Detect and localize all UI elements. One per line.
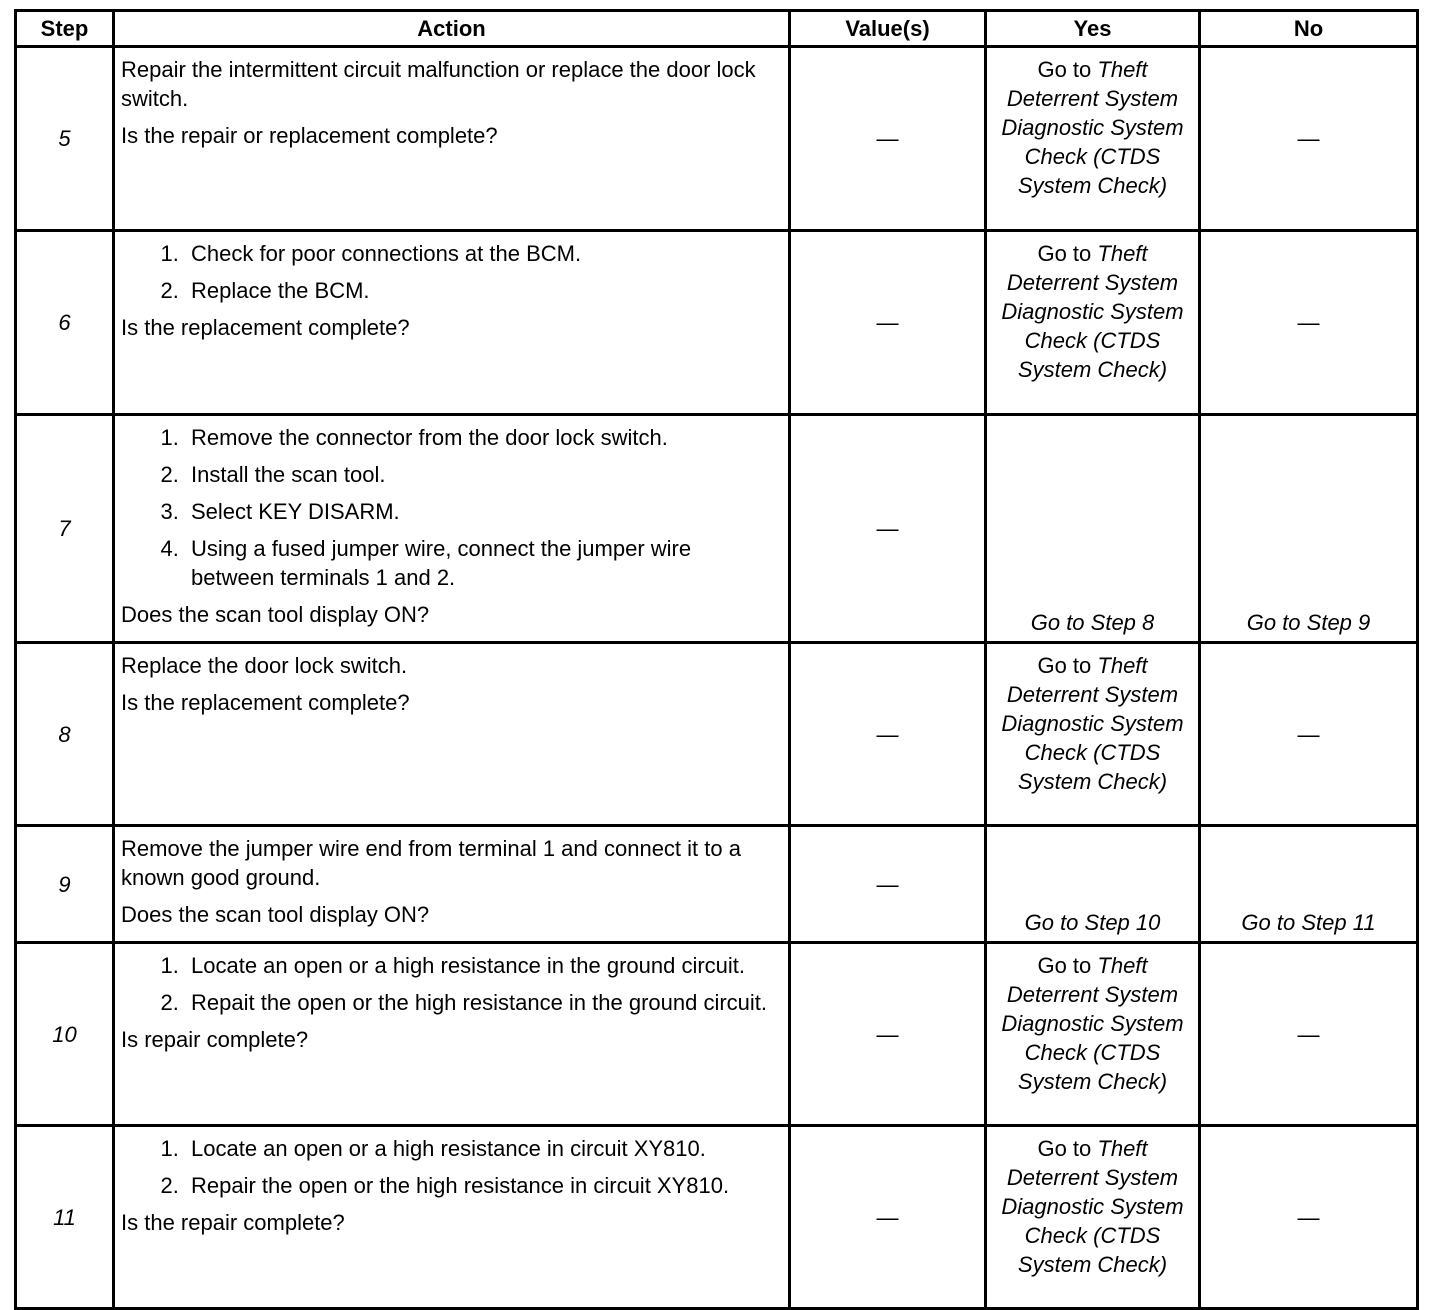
- step-header: Step: [16, 11, 114, 47]
- yes-cell: [986, 643, 1200, 826]
- yes-cell[interactable]: Go to Step 10: [986, 826, 1200, 943]
- yes-cell[interactable]: Go to Step 8: [986, 415, 1200, 643]
- yes-cell: [986, 1126, 1200, 1309]
- action-cell: [114, 826, 790, 943]
- action-cell: [114, 415, 790, 643]
- step-number: 6: [16, 231, 114, 415]
- step-number: 11: [16, 1126, 114, 1309]
- value-cell: —: [790, 415, 986, 643]
- table-row: [16, 943, 1418, 1126]
- value-cell: —: [790, 231, 986, 415]
- value-cell: —: [790, 826, 986, 943]
- step-number: 5: [16, 47, 114, 231]
- value-cell: —: [790, 943, 986, 1126]
- action-text: Repair the intermittent circuit malfunction or replace the door lock switch.: [121, 57, 756, 111]
- action-list: [121, 423, 780, 592]
- action-cell: [114, 943, 790, 1126]
- header-row: [16, 11, 1418, 47]
- yes-prefix: Go to: [1037, 241, 1098, 266]
- action-question: Is repair complete?: [121, 1027, 309, 1052]
- action-list: [121, 951, 780, 1017]
- step-number: 10: [16, 943, 114, 1126]
- action-list: [121, 1134, 780, 1200]
- no-cell: —: [1200, 47, 1418, 231]
- action-text: Replace the door lock switch.: [121, 653, 408, 678]
- list-item: 1. Locate an open or a high resistance in circuit XY810.: [185, 1134, 780, 1163]
- no-cell: —: [1200, 231, 1418, 415]
- step-number: 7: [16, 415, 114, 643]
- yes-prefix: Go to: [1037, 57, 1098, 82]
- action-question: Is the replacement complete?: [121, 315, 410, 340]
- yes-link[interactable]: Theft Deterrent System Diagnostic System Check (CTDS System Check): [1001, 953, 1184, 1094]
- value-cell: —: [790, 47, 986, 231]
- yes-link[interactable]: Theft Deterrent System Diagnostic System Check (CTDS System Check): [1001, 1136, 1184, 1277]
- no-cell: —: [1200, 943, 1418, 1126]
- no-cell[interactable]: Go to Step 11: [1200, 826, 1418, 943]
- step-number: 9: [16, 826, 114, 943]
- action-list: [121, 239, 780, 305]
- action-cell: [114, 231, 790, 415]
- action-cell: [114, 47, 790, 231]
- list-item: 4. Using a fused jumper wire, connect the jumper wire between terminals 1 and 2.: [185, 534, 780, 592]
- yes-link[interactable]: Theft Deterrent System Diagnostic System Check (CTDS System Check): [1001, 653, 1184, 794]
- table-row: [16, 643, 1418, 826]
- action-question: Is the repair or replacement complete?: [121, 123, 498, 148]
- action-cell: [114, 1126, 790, 1309]
- action-cell: [114, 643, 790, 826]
- list-item: 2. Install the scan tool.: [185, 460, 780, 489]
- yes-cell: [986, 943, 1200, 1126]
- table-row: [16, 1126, 1418, 1309]
- list-item: 2. Replace the BCM.: [185, 276, 780, 305]
- table-row: [16, 826, 1418, 943]
- no-cell[interactable]: Go to Step 9: [1200, 415, 1418, 643]
- table-row: [16, 231, 1418, 415]
- no-header: No: [1200, 11, 1418, 47]
- action-question: Does the scan tool display ON?: [121, 902, 430, 927]
- table-row: [16, 415, 1418, 643]
- yes-cell: [986, 47, 1200, 231]
- step-number: 8: [16, 643, 114, 826]
- no-cell: —: [1200, 1126, 1418, 1309]
- list-item: 2. Repait the open or the high resistance in the ground circuit.: [185, 988, 780, 1017]
- yes-prefix: Go to: [1037, 653, 1098, 678]
- value-cell: —: [790, 643, 986, 826]
- yes-prefix: Go to: [1037, 1136, 1098, 1161]
- values-header: Value(s): [790, 11, 986, 47]
- value-cell: —: [790, 1126, 986, 1309]
- action-text: Remove the jumper wire end from terminal 1 and connect it to a known good ground.: [121, 836, 741, 890]
- list-item: 1. Remove the connector from the door lock switch.: [185, 423, 780, 452]
- list-item: 1. Check for poor connections at the BCM.: [185, 239, 780, 268]
- action-question: Does the scan tool display ON?: [121, 602, 430, 627]
- list-item: 3. Select KEY DISARM.: [185, 497, 780, 526]
- diagnostic-table: [14, 9, 1419, 1310]
- action-question: Is the repair complete?: [121, 1210, 345, 1235]
- no-cell: —: [1200, 643, 1418, 826]
- action-header: Action: [114, 11, 790, 47]
- list-item: 2. Repair the open or the high resistance in circuit XY810.: [185, 1171, 780, 1200]
- action-question: Is the replacement complete?: [121, 690, 410, 715]
- yes-prefix: Go to: [1037, 953, 1098, 978]
- list-item: 1. Locate an open or a high resistance in the ground circuit.: [185, 951, 780, 980]
- yes-link[interactable]: Theft Deterrent System Diagnostic System Check (CTDS System Check): [1001, 241, 1184, 382]
- yes-link[interactable]: Theft Deterrent System Diagnostic System Check (CTDS System Check): [1001, 57, 1184, 198]
- table-row: [16, 47, 1418, 231]
- yes-header: Yes: [986, 11, 1200, 47]
- yes-cell: [986, 231, 1200, 415]
